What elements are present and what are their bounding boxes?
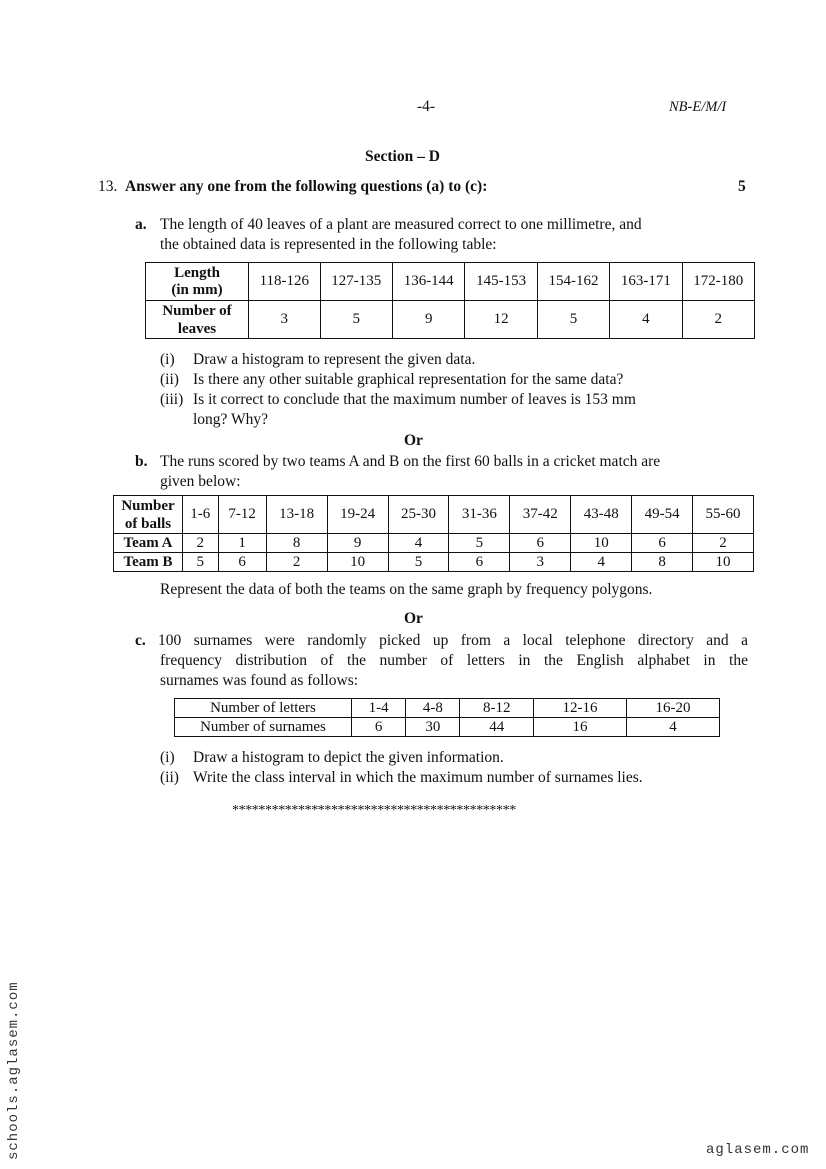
team-b-label: Team B [114,553,183,572]
team-a-cell: 5 [449,534,510,553]
team-a-cell: 1 [218,534,266,553]
team-b-cell: 6 [218,553,266,572]
team-b-cell: 10 [693,553,754,572]
letters-cell: 4-8 [406,699,460,718]
interval-cell: 145-153 [465,263,537,301]
runs-table [113,495,754,572]
team-a-cell: 6 [510,534,571,553]
team-b-cell: 4 [571,553,632,572]
end-marker: ******************************************* [232,803,516,818]
item-label: (ii) [160,769,179,786]
balls-cell: 43-48 [571,496,632,534]
team-a-label: Team A [114,534,183,553]
team-a-cell: 10 [571,534,632,553]
part-c-label: c. [135,632,146,649]
leaves-header-line2: leaves [177,320,217,337]
or-separator: Or [404,432,423,449]
letters-label: Number of letters [175,699,352,718]
count-cell: 12 [465,301,537,339]
balls-header-line2: of balls [124,515,172,532]
side-watermark: schools.aglasem.com [6,981,22,1160]
balls-cell: 49-54 [632,496,693,534]
balls-cell: 37-42 [510,496,571,534]
section-title: Section – D [365,148,440,165]
item-label: (iii) [160,391,184,408]
count-cell: 5 [537,301,609,339]
item-label: (ii) [160,371,179,388]
team-b-cell: 5 [388,553,449,572]
item-text: Is it correct to conclude that the maximum number of leaves is 153 mm [193,391,636,408]
leaves-header-line1: Number of [162,302,232,319]
part-c-line3: surnames was found as follows: [160,672,359,689]
length-header-line1: Length [174,264,220,281]
or-separator: Or [404,610,423,627]
question-text: Answer any one from the following questions (a) to (c): [125,178,488,195]
team-a-cell: 4 [388,534,449,553]
balls-cell: 1-6 [183,496,219,534]
team-b-cell: 8 [632,553,693,572]
surnames-cell: 6 [352,718,406,737]
item-label: (i) [160,749,175,766]
team-b-cell: 2 [266,553,327,572]
question-number: 13. [98,178,118,195]
item-label: (i) [160,351,175,368]
team-a-cell: 2 [183,534,219,553]
surnames-cell: 16 [534,718,627,737]
part-c-line2: frequency distribution of the number of letters in the English alphabet in the [160,652,748,669]
surnames-label: Number of surnames [175,718,352,737]
corner-watermark: aglasem.com [706,1142,810,1158]
part-a-line1: The length of 40 leaves of a plant are measured correct to one millimetre, and [160,216,642,233]
letters-cell: 12-16 [534,699,627,718]
balls-cell: 55-60 [693,496,754,534]
balls-cell: 31-36 [449,496,510,534]
balls-header [114,496,183,534]
interval-cell: 136-144 [393,263,465,301]
surnames-table [174,698,720,737]
team-a-cell: 8 [266,534,327,553]
interval-cell: 154-162 [537,263,609,301]
count-cell: 3 [249,301,321,339]
team-b-cell: 6 [449,553,510,572]
item-text: Draw a histogram to represent the given data. [193,351,476,368]
count-cell: 9 [393,301,465,339]
item-text: Is there any other suitable graphical representation for the same data? [193,371,624,388]
part-b-line1: The runs scored by two teams A and B on the first 60 balls in a cricket match are [160,453,661,470]
surnames-cell: 4 [626,718,719,737]
balls-cell: 25-30 [388,496,449,534]
team-b-cell: 3 [510,553,571,572]
length-header [146,263,249,301]
team-a-cell: 9 [327,534,388,553]
count-cell: 5 [320,301,392,339]
letters-cell: 8-12 [460,699,534,718]
team-b-cell: 5 [183,553,219,572]
part-b-label: b. [135,453,148,470]
interval-cell: 118-126 [249,263,321,301]
interval-cell: 127-135 [320,263,392,301]
surnames-cell: 30 [406,718,460,737]
interval-cell: 172-180 [682,263,754,301]
count-cell: 4 [610,301,682,339]
balls-header-line1: Number [121,497,175,514]
team-a-cell: 6 [632,534,693,553]
letters-cell: 1-4 [352,699,406,718]
part-b-instruction: Represent the data of both the teams on the same graph by frequency polygons. [160,581,653,598]
part-a-line2: the obtained data is represented in the following table: [160,236,497,253]
team-a-cell: 2 [693,534,754,553]
balls-cell: 19-24 [327,496,388,534]
leaves-table [145,262,755,339]
part-c-line1: 100 surnames were randomly picked up from a local telephone directory and a [158,632,748,649]
paper-code: NB-E/M/I [669,99,727,115]
leaves-header [146,301,249,339]
question-marks: 5 [738,178,746,195]
page-number: -4- [417,98,436,115]
interval-cell: 163-171 [610,263,682,301]
letters-cell: 16-20 [626,699,719,718]
part-a-label: a. [135,216,147,233]
item-text-cont: long? Why? [193,411,269,428]
balls-cell: 7-12 [218,496,266,534]
length-header-line2: (in mm) [171,281,223,298]
count-cell: 2 [682,301,754,339]
item-text: Write the class interval in which the maximum number of surnames lies. [193,769,643,786]
surnames-cell: 44 [460,718,534,737]
part-b-line2: given below: [160,473,241,490]
team-b-cell: 10 [327,553,388,572]
balls-cell: 13-18 [266,496,327,534]
item-text: Draw a histogram to depict the given information. [193,749,504,766]
